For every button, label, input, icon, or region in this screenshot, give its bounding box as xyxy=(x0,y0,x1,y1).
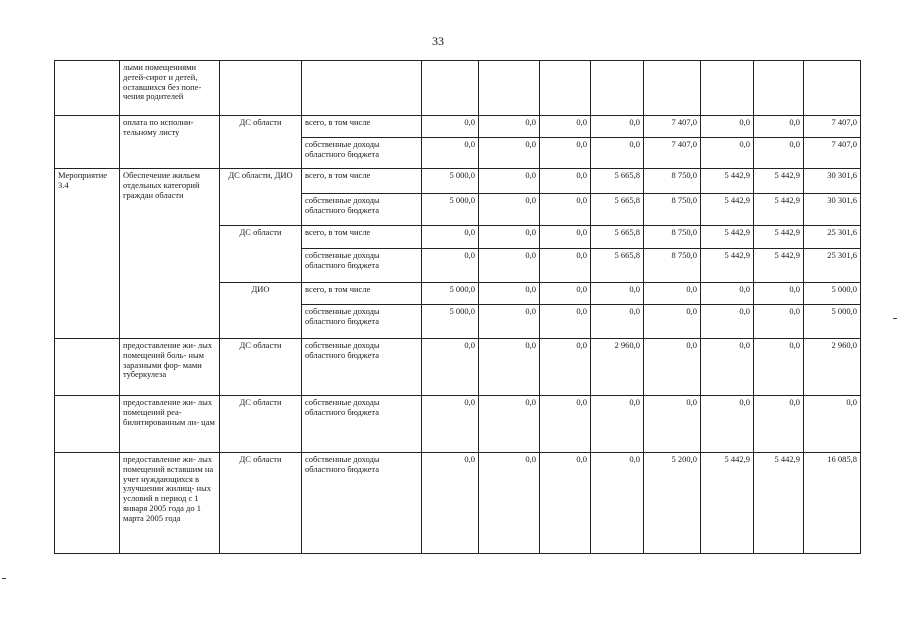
value-cell xyxy=(701,61,754,116)
value-cell: 0,0 xyxy=(644,339,701,396)
value-cell: 0,0 xyxy=(422,453,479,554)
executor-cell: ДС области xyxy=(220,116,302,169)
page-number: 33 xyxy=(432,34,444,48)
value-cell: 0,0 xyxy=(540,169,591,194)
value-cell: 0,0 xyxy=(422,138,479,169)
value-cell xyxy=(479,61,540,116)
value-cell: 7 407,0 xyxy=(804,116,861,138)
funding-type-cell: всего, в том числе xyxy=(302,283,422,305)
executor-cell: ДС области xyxy=(220,396,302,453)
value-cell: 0,0 xyxy=(479,116,540,138)
value-cell: 5 442,9 xyxy=(701,453,754,554)
value-cell: 0,0 xyxy=(422,116,479,138)
table-row xyxy=(55,339,861,396)
funding-type-cell: собственные доходы областного бюджета xyxy=(302,339,422,396)
value-cell: 0,0 xyxy=(422,249,479,283)
event-cell xyxy=(55,339,120,396)
value-cell xyxy=(540,61,591,116)
value-cell: 0,0 xyxy=(701,396,754,453)
event-cell: Мероприятие 3.4 xyxy=(55,169,120,339)
value-cell xyxy=(422,61,479,116)
value-cell: 8 750,0 xyxy=(644,249,701,283)
executor-cell: ДИО xyxy=(220,283,302,339)
value-cell: 0,0 xyxy=(644,283,701,305)
funding-type-cell: собственные доходы областного бюджета xyxy=(302,249,422,283)
funding-type-cell: собственные доходы областного бюджета xyxy=(302,305,422,339)
value-cell: 7 407,0 xyxy=(804,138,861,169)
value-cell: 0,0 xyxy=(701,116,754,138)
description-cell: Обеспечение жильем отдельных категорий граждан области xyxy=(120,169,220,339)
value-cell: 5 000,0 xyxy=(422,169,479,194)
value-cell: 0,0 xyxy=(540,226,591,249)
value-cell: 5 442,9 xyxy=(701,169,754,194)
funding-type-cell: собственные доходы областного бюджета xyxy=(302,453,422,554)
value-cell: 5 000,0 xyxy=(804,283,861,305)
value-cell: 0,0 xyxy=(591,116,644,138)
value-cell: 0,0 xyxy=(540,339,591,396)
value-cell: 5 000,0 xyxy=(422,305,479,339)
funding-type-cell xyxy=(302,61,422,116)
value-cell: 0,0 xyxy=(540,305,591,339)
funding-type-cell: всего, в том числе xyxy=(302,116,422,138)
value-cell: 0,0 xyxy=(479,249,540,283)
scan-mark xyxy=(893,318,897,319)
value-cell: 0,0 xyxy=(479,194,540,226)
value-cell: 5 442,9 xyxy=(701,249,754,283)
value-cell xyxy=(644,61,701,116)
event-cell xyxy=(55,116,120,169)
value-cell: 0,0 xyxy=(701,305,754,339)
value-cell: 0,0 xyxy=(422,396,479,453)
value-cell: 5 442,9 xyxy=(754,169,804,194)
value-cell: 0,0 xyxy=(591,453,644,554)
value-cell: 0,0 xyxy=(701,339,754,396)
event-cell xyxy=(55,453,120,554)
value-cell: 8 750,0 xyxy=(644,194,701,226)
value-cell: 5 665,8 xyxy=(591,169,644,194)
value-cell: 0,0 xyxy=(540,396,591,453)
value-cell: 5 000,0 xyxy=(804,305,861,339)
value-cell: 0,0 xyxy=(701,283,754,305)
value-cell: 5 442,9 xyxy=(701,226,754,249)
value-cell: 0,0 xyxy=(540,283,591,305)
value-cell: 0,0 xyxy=(804,396,861,453)
value-cell: 5 442,9 xyxy=(701,194,754,226)
value-cell: 2 960,0 xyxy=(591,339,644,396)
executor-cell: ДС области, ДИО xyxy=(220,169,302,226)
funding-type-cell: собственные доходы областного бюджета xyxy=(302,138,422,169)
value-cell: 5 665,8 xyxy=(591,249,644,283)
funding-type-cell: всего, в том числе xyxy=(302,226,422,249)
scan-mark xyxy=(2,578,6,579)
funding-type-cell: собственные доходы областного бюджета xyxy=(302,396,422,453)
value-cell: 25 301,6 xyxy=(804,249,861,283)
value-cell: 8 750,0 xyxy=(644,169,701,194)
value-cell: 0,0 xyxy=(540,453,591,554)
value-cell xyxy=(754,61,804,116)
value-cell: 0,0 xyxy=(754,138,804,169)
value-cell: 5 442,9 xyxy=(754,226,804,249)
table-row xyxy=(55,396,861,453)
executor-cell xyxy=(220,61,302,116)
description-cell: лыми помещениями детей-сирот и детей, оставшихся без попе- чения родителей xyxy=(120,61,220,116)
table-row xyxy=(55,169,861,194)
value-cell: 0,0 xyxy=(701,138,754,169)
value-cell: 0,0 xyxy=(644,396,701,453)
value-cell: 5 665,8 xyxy=(591,194,644,226)
value-cell: 0,0 xyxy=(591,283,644,305)
table-row xyxy=(55,453,861,554)
table-row xyxy=(55,61,861,116)
value-cell: 5 200,0 xyxy=(644,453,701,554)
value-cell: 5 442,9 xyxy=(754,453,804,554)
value-cell: 0,0 xyxy=(540,194,591,226)
value-cell: 0,0 xyxy=(479,339,540,396)
value-cell: 0,0 xyxy=(540,249,591,283)
funding-type-cell: собственные доходы областного бюджета xyxy=(302,194,422,226)
value-cell: 0,0 xyxy=(479,138,540,169)
value-cell: 0,0 xyxy=(591,138,644,169)
value-cell: 0,0 xyxy=(479,226,540,249)
description-cell: предоставление жи- лых помещений реа- билитированным ли- цам xyxy=(120,396,220,453)
value-cell: 0,0 xyxy=(754,283,804,305)
value-cell: 0,0 xyxy=(754,305,804,339)
value-cell: 5 665,8 xyxy=(591,226,644,249)
value-cell: 2 960,0 xyxy=(804,339,861,396)
executor-cell: ДС области xyxy=(220,226,302,283)
value-cell: 0,0 xyxy=(591,396,644,453)
value-cell: 0,0 xyxy=(422,339,479,396)
executor-cell: ДС области xyxy=(220,339,302,396)
value-cell: 7 407,0 xyxy=(644,116,701,138)
description-cell: оплата по исполни- тельному листу xyxy=(120,116,220,169)
value-cell: 5 000,0 xyxy=(422,194,479,226)
value-cell: 7 407,0 xyxy=(644,138,701,169)
value-cell xyxy=(591,61,644,116)
value-cell: 0,0 xyxy=(479,283,540,305)
value-cell: 25 301,6 xyxy=(804,226,861,249)
value-cell: 0,0 xyxy=(540,138,591,169)
description-cell: предоставление жи- лых помещений боль- ным заразными фор- мами туберкулеза xyxy=(120,339,220,396)
value-cell: 0,0 xyxy=(754,339,804,396)
event-cell xyxy=(55,396,120,453)
event-cell xyxy=(55,61,120,116)
value-cell: 30 301,6 xyxy=(804,194,861,226)
value-cell: 0,0 xyxy=(754,396,804,453)
value-cell: 0,0 xyxy=(479,169,540,194)
value-cell: 30 301,6 xyxy=(804,169,861,194)
value-cell: 8 750,0 xyxy=(644,226,701,249)
value-cell: 16 085,8 xyxy=(804,453,861,554)
value-cell: 5 000,0 xyxy=(422,283,479,305)
executor-cell: ДС области xyxy=(220,453,302,554)
value-cell: 5 442,9 xyxy=(754,194,804,226)
value-cell: 0,0 xyxy=(422,226,479,249)
value-cell xyxy=(804,61,861,116)
value-cell: 0,0 xyxy=(644,305,701,339)
value-cell: 0,0 xyxy=(754,116,804,138)
value-cell: 0,0 xyxy=(479,396,540,453)
table-row xyxy=(55,116,861,138)
value-cell: 0,0 xyxy=(479,453,540,554)
description-cell: предоставление жи- лых помещений вставшим на учет нуждающихся в улучшении жилищ- ных условий в период с 1 января 2005 года до 1 марта 2005 года xyxy=(120,453,220,554)
value-cell: 5 442,9 xyxy=(754,249,804,283)
value-cell: 0,0 xyxy=(591,305,644,339)
budget-table xyxy=(54,60,861,554)
value-cell: 0,0 xyxy=(540,116,591,138)
funding-type-cell: всего, в том числе xyxy=(302,169,422,194)
value-cell: 0,0 xyxy=(479,305,540,339)
